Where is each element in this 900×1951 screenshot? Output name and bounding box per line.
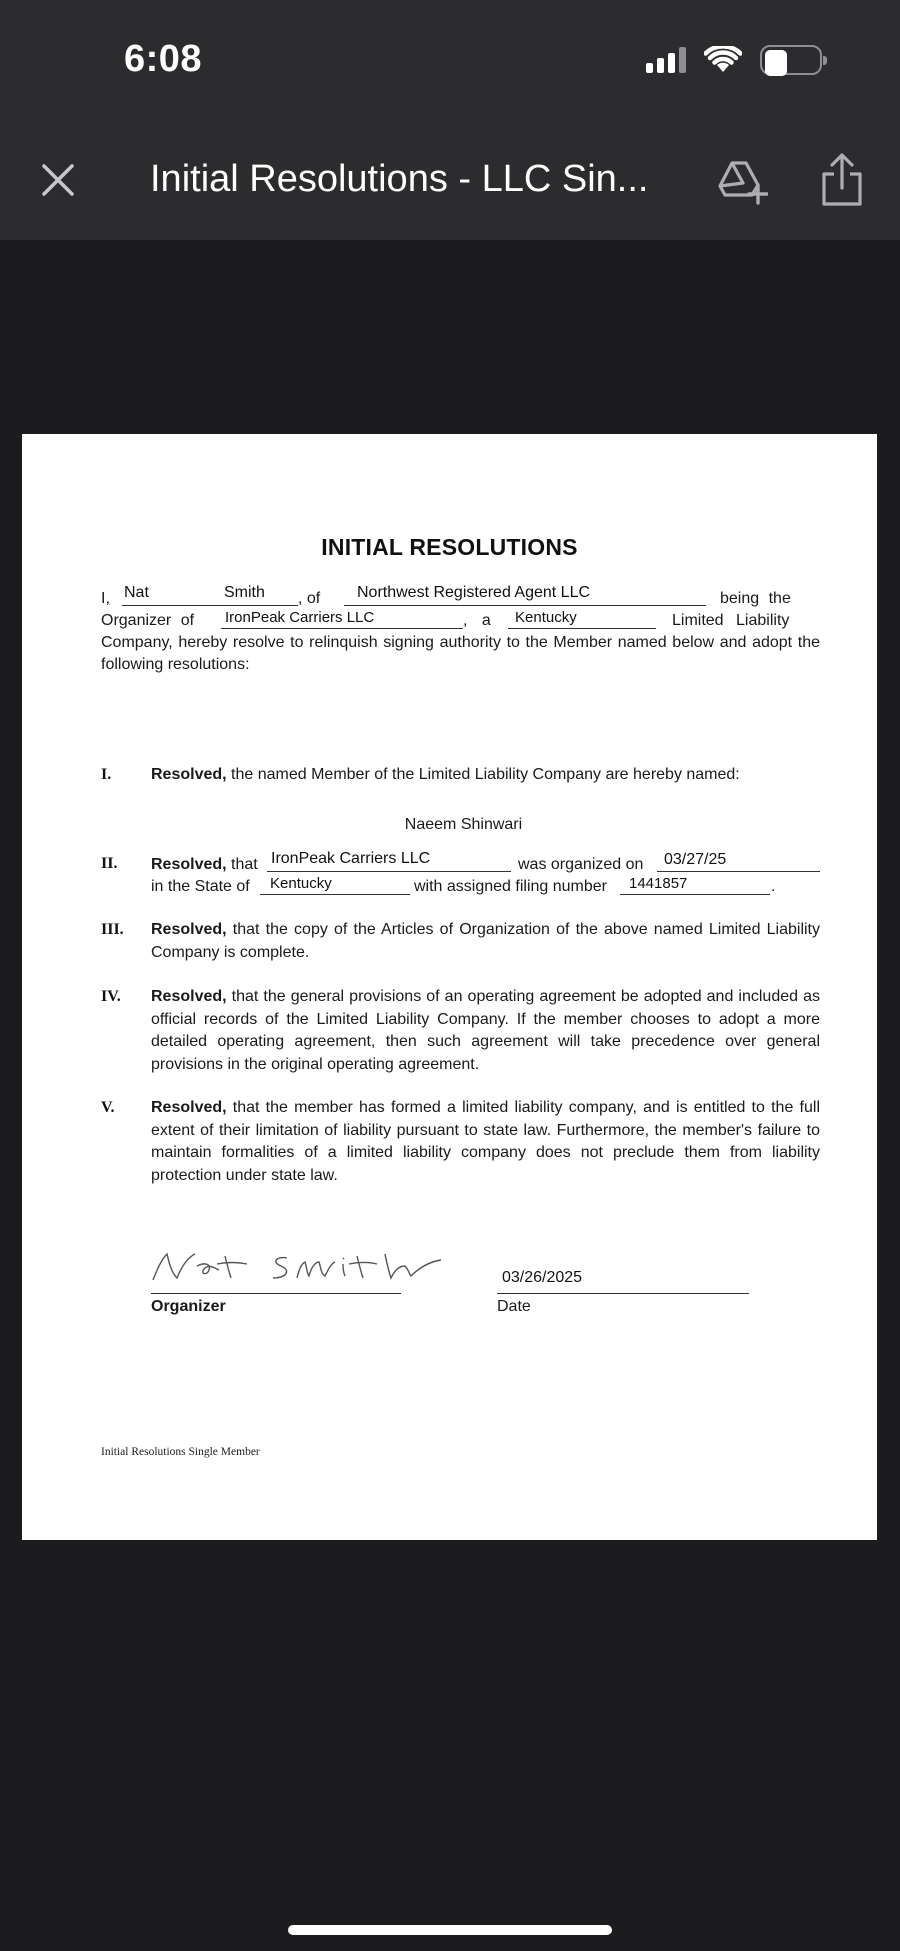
organizer-label: Organizer	[151, 1298, 226, 1315]
intro-text: Company, hereby resolve to relinquish signing authority to the Member named below and adopt the following resolutions:	[101, 634, 820, 673]
resolution-2-company-underline	[267, 871, 511, 872]
top-bar	[0, 0, 900, 240]
status-icons	[646, 44, 822, 76]
resolution-5: Resolved, that the member has formed a limited liability company, and is entitled to the full extent of their limitation of liability pursuant to state law. Furthermore, the member's failure to maintain formalities of a limited liability company does not preclude them from liability protection under state law.	[151, 1099, 820, 1184]
resolution-2-in-state: in the State of	[151, 878, 250, 895]
resolution-2-company: IronPeak Carriers LLC	[271, 850, 431, 867]
resolution-4: Resolved, that the general provisions of an operating agreement be adopted and included as official records of the Limited Liability Company. If the member chooses to adopt a more detailed operating agreement, then such agreement will take precedence over general provisions in the original operating agreement.	[151, 988, 820, 1073]
name-underline	[122, 605, 298, 606]
resolution-2-filing-underline	[620, 894, 770, 895]
intro-company-name: IronPeak Carriers LLC	[225, 609, 375, 626]
resolution-2-lead: Resolved, that	[151, 856, 258, 873]
resolution-2-period: .	[771, 878, 776, 895]
resolution-2-was-organized: was organized on	[518, 856, 644, 873]
state-underline	[508, 628, 656, 629]
member-name: Naeem Shinwari	[404, 816, 523, 833]
intro-organizer-of: Organizer of	[101, 612, 195, 629]
resolution-2-numeral: II.	[101, 855, 118, 872]
page-footer: Initial Resolutions Single Member	[101, 1446, 260, 1458]
resolution-3-numeral: III.	[101, 921, 124, 938]
document-page[interactable]	[22, 434, 877, 1540]
document-title: Initial Resolutions - LLC Sin...	[150, 158, 649, 200]
resolution-3: Resolved, that the copy of the Articles of Organization of the above named Limited Liability Company is complete.	[151, 921, 820, 961]
resolution-2-filing-label: with assigned filing number	[414, 878, 607, 895]
intro-limited-liability: Limited Liability	[672, 612, 790, 629]
share-icon[interactable]	[818, 152, 866, 208]
registered-agent: Northwest Registered Agent LLC	[357, 584, 591, 601]
resolution-2-state: Kentucky	[270, 875, 332, 892]
wifi-icon	[704, 46, 742, 74]
resolution-4-numeral: IV.	[101, 988, 121, 1005]
signature-line	[151, 1293, 401, 1294]
document-heading: INITIAL RESOLUTIONS	[321, 534, 578, 560]
intro-of: , of	[298, 590, 321, 607]
status-time: 6:08	[124, 38, 203, 80]
company-underline	[221, 628, 463, 629]
resolution-1: Resolved, the named Member of the Limited Liability Company are hereby named:	[151, 766, 740, 783]
resolution-5-numeral: V.	[101, 1099, 115, 1116]
close-icon[interactable]	[38, 160, 78, 200]
agent-underline	[344, 605, 706, 606]
intro-prefix: I,	[101, 590, 110, 607]
organizer-first-name: Nat	[124, 584, 149, 601]
cellular-signal-icon	[646, 47, 686, 73]
date-label: Date	[497, 1298, 531, 1315]
organizer-last-name: Smith	[224, 584, 265, 601]
home-indicator[interactable]	[288, 1925, 612, 1935]
resolution-2-state-underline	[260, 894, 410, 895]
resolution-1-numeral: I.	[101, 766, 112, 783]
add-to-drive-icon[interactable]	[716, 155, 768, 207]
intro-state: Kentucky	[515, 609, 577, 626]
resolution-2-date: 03/27/25	[664, 851, 727, 868]
intro-being-the: being the	[720, 590, 791, 607]
intro-comma-a: , a	[463, 612, 491, 629]
organizer-signature	[147, 1248, 447, 1284]
resolution-2-filing-number: 1441857	[629, 875, 688, 892]
signature-date: 03/26/2025	[502, 1269, 583, 1286]
date-line	[497, 1293, 749, 1294]
resolution-2-date-underline	[657, 871, 820, 872]
battery-icon	[760, 45, 822, 75]
